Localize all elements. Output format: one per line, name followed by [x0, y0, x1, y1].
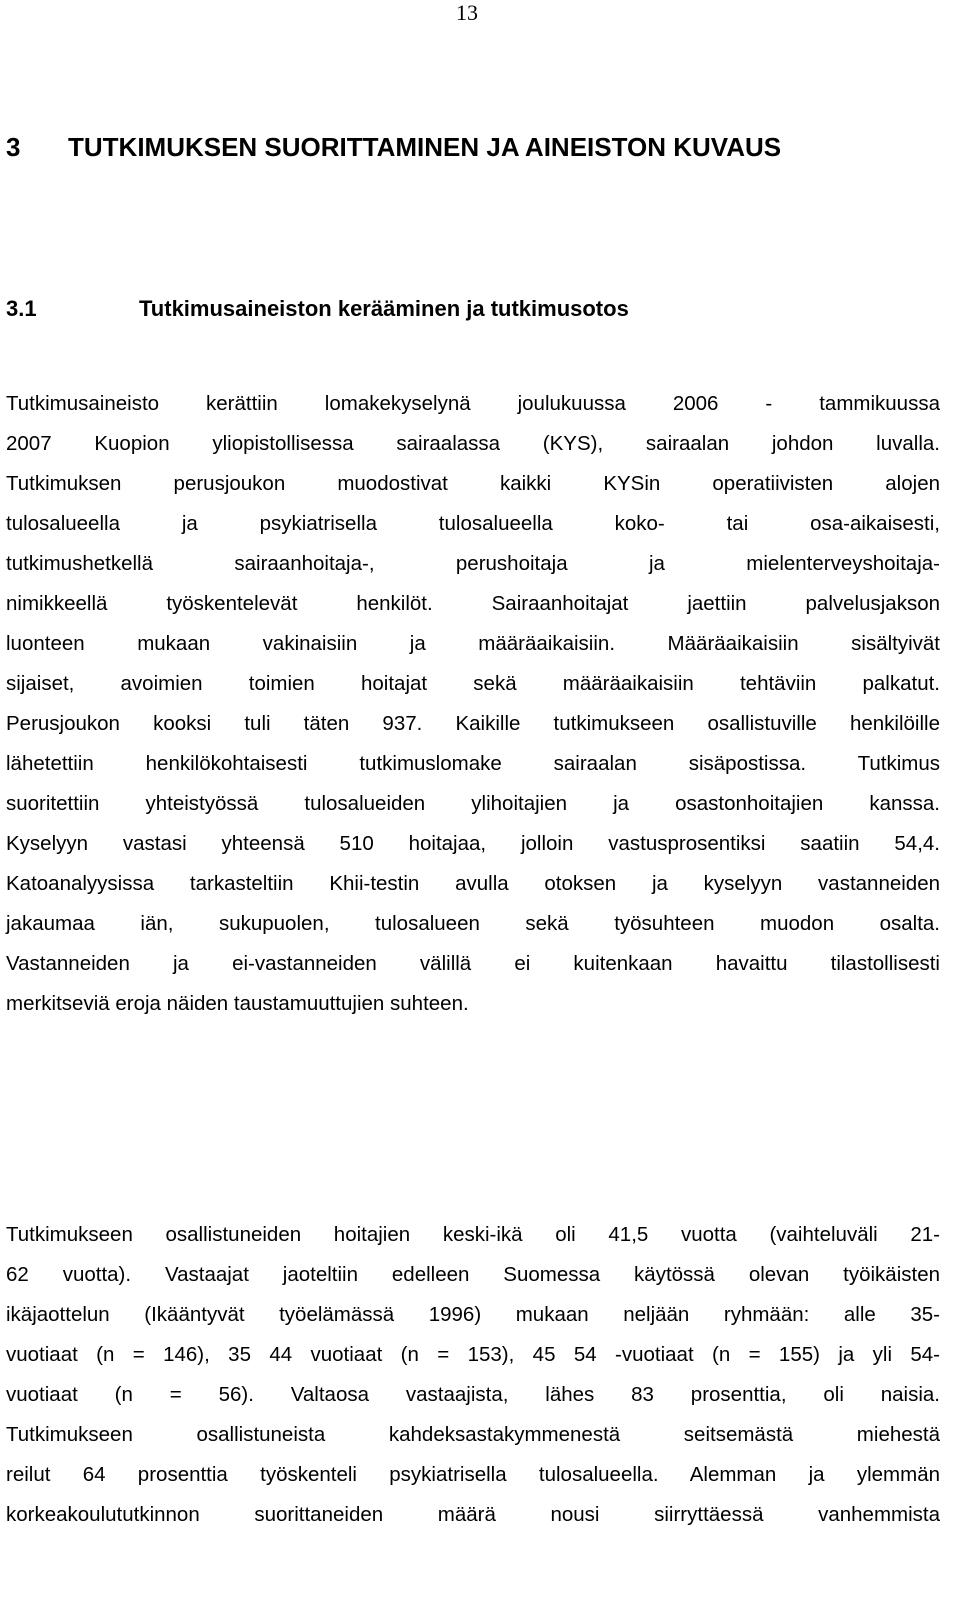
text-line: Perusjoukon kooksi tuli täten 937. Kaikille tutkimukseen osallistuville henkilöille: [6, 712, 940, 735]
text-line: luonteen mukaan vakinaisiin ja määräaikaisiin. Määräaikaisiin sisältyivät: [6, 632, 940, 655]
text-line: Tutkimuksen perusjoukon muodostivat kaikki KYSin operatiivisten alojen: [6, 472, 940, 495]
body-paragraph: [6, 384, 940, 1024]
text-line: ikäjaottelun (Ikääntyvät työelämässä 1996) mukaan neljään ryhmään: alle 35-: [6, 1303, 940, 1326]
chapter-title: TUTKIMUKSEN SUORITTAMINEN JA AINEISTON KUVAUS: [68, 132, 782, 162]
text-line: nimikkeellä työskentelevät henkilöt. Sairaanhoitajat jaettiin palvelusjakson: [6, 592, 940, 615]
text-line: jakaumaa iän, sukupuolen, tulosalueen sekä työsuhteen muodon osalta.: [6, 912, 940, 935]
section-number: 3.1: [6, 296, 37, 321]
text-line: vuotiaat (n = 146), 35 44 vuotiaat (n = 153), 45 54 -vuotiaat (n = 155) ja yli 54-: [6, 1343, 940, 1366]
text-line: tutkimushetkellä sairaanhoitaja-, perushoitaja ja mielenterveyshoitaja-: [6, 552, 940, 575]
text-line: 62 vuotta). Vastaajat jaoteltiin edelleen Suomessa käytössä olevan työikäisten: [6, 1263, 940, 1286]
body-paragraph: [6, 1215, 940, 1535]
text-line: lähetettiin henkilökohtaisesti tutkimuslomake sairaalan sisäpostissa. Tutkimus: [6, 752, 940, 775]
text-line: merkitseviä eroja näiden taustamuuttujien suhteen.: [6, 992, 469, 1015]
text-line: Tutkimukseen osallistuneista kahdeksastakymmenestä seitsemästä miehestä: [6, 1423, 940, 1446]
text-line: Vastanneiden ja ei-vastanneiden välillä ei kuitenkaan havaittu tilastollisesti: [6, 952, 940, 975]
chapter-number: 3: [6, 132, 21, 162]
section-heading: [6, 294, 946, 324]
text-line: korkeakoulututkinnon suorittaneiden määrä nousi siirryttäessä vanhemmista: [6, 1503, 940, 1526]
text-line: Katoanalyysissa tarkasteltiin Khii-testin avulla otoksen ja kyselyyn vastanneiden: [6, 872, 940, 895]
text-line: sijaiset, avoimien toimien hoitajat sekä määräaikaisiin tehtäviin palkatut.: [6, 672, 940, 695]
page-number: 13: [456, 0, 478, 25]
chapter-heading: [6, 130, 946, 164]
text-line: Kyselyyn vastasi yhteensä 510 hoitajaa, jolloin vastusprosentiksi saatiin 54,4.: [6, 832, 940, 855]
text-line: Tutkimukseen osallistuneiden hoitajien keski-ikä oli 41,5 vuotta (vaihteluväli 21-: [6, 1223, 940, 1246]
text-line: suoritettiin yhteistyössä tulosalueiden ylihoitajien ja osastonhoitajien kanssa.: [6, 792, 940, 815]
text-line: tulosalueella ja psykiatrisella tulosalueella koko- tai osa-aikaisesti,: [6, 512, 940, 535]
text-line: 2007 Kuopion yliopistollisessa sairaalassa (KYS), sairaalan johdon luvalla.: [6, 432, 940, 455]
text-line: vuotiaat (n = 56). Valtaosa vastaajista, lähes 83 prosenttia, oli naisia.: [6, 1383, 940, 1406]
section-title: Tutkimusaineiston kerääminen ja tutkimusotos: [139, 296, 629, 321]
text-line: Tutkimusaineisto kerättiin lomakekyselynä joulukuussa 2006 - tammikuussa: [6, 392, 940, 415]
text-line: reilut 64 prosenttia työskenteli psykiatrisella tulosalueella. Alemman ja ylemmän: [6, 1463, 940, 1486]
